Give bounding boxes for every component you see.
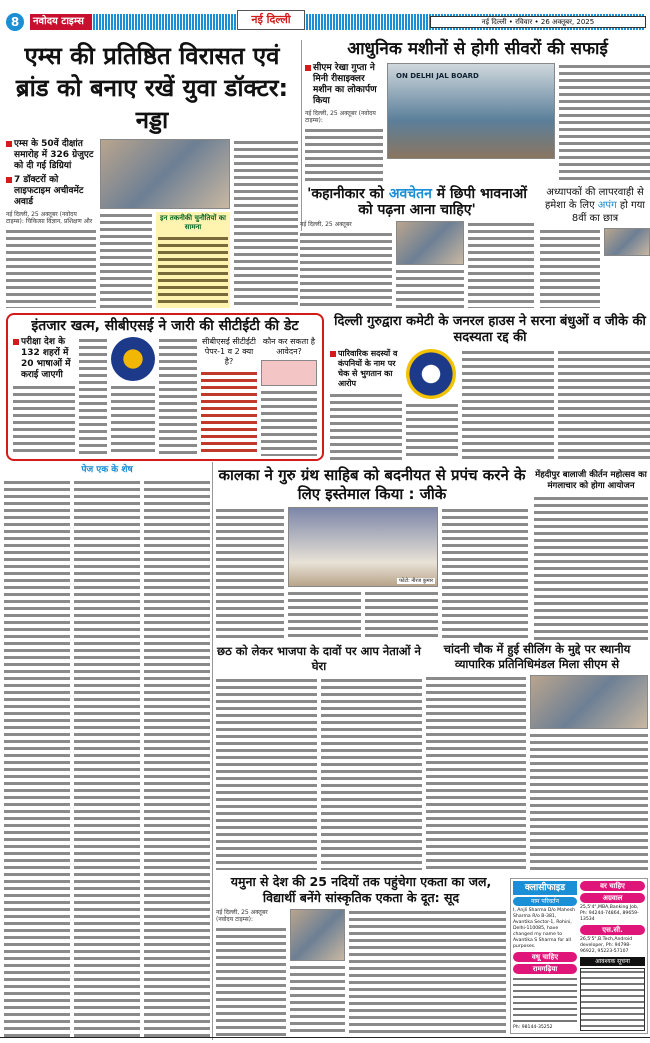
writer-text <box>468 221 534 308</box>
headline-accent: अवचेतन <box>388 186 432 202</box>
kalka-story <box>216 466 528 640</box>
gurudwara-story <box>330 314 650 460</box>
continued-text <box>144 479 210 1038</box>
ramgarhia-ad <box>513 976 577 1023</box>
bullet-text: एम्स के 50वें दीक्षांत समारोह में 326 ग्रेजुएट को दी गई डिग्रियां <box>14 139 94 171</box>
ad-text: Ph: 98144-35252 <box>513 1025 553 1030</box>
photo-credit: फोटो: नीरज कुमार <box>399 578 433 584</box>
aiims-photo <box>100 139 230 209</box>
sewer-story <box>305 40 650 184</box>
dateline: नई दिल्ली • रविवार • 26 अक्तूबर, 2025 <box>430 16 646 28</box>
notice-label: आवश्यक सूचना <box>580 957 645 966</box>
cbse-headline: इंतजार खत्म, सीबीएसई ने जारी की सीटीईटी की डेट <box>31 318 299 334</box>
cbse-logo <box>111 337 155 381</box>
cbse-text <box>261 389 317 456</box>
ramgarhia-label: रामगढ़िया <box>513 964 577 974</box>
cbse-text <box>79 337 107 456</box>
headline-part: 'कहानीकार को <box>307 186 389 202</box>
writer-text <box>396 268 464 308</box>
page-header <box>0 8 650 36</box>
page-number: 8 <box>6 13 24 31</box>
gurudwara-text <box>330 392 402 460</box>
chandni-text <box>530 732 648 870</box>
aiims-text <box>100 212 152 308</box>
kalka-text <box>288 590 361 640</box>
infobox-text <box>158 235 228 306</box>
sewer-truck-photo <box>387 63 555 159</box>
cbse-graphic <box>261 360 317 386</box>
bullet-text: पारिवारिक सदस्यों व कंपनियों के नाम पर चेक से भुगतान का आरोप <box>338 349 398 388</box>
aiims-story <box>6 40 298 308</box>
aiims-infobox <box>156 212 230 308</box>
bride-wanted-label: वर चाहिए <box>580 881 645 891</box>
classified-box <box>510 878 648 1034</box>
kalka-press-photo <box>288 507 438 587</box>
cbse-text <box>111 384 155 456</box>
yamuna-text <box>290 964 345 1036</box>
groom-wanted-label: वधू चाहिए <box>513 952 577 962</box>
chandni-story <box>426 642 648 870</box>
bullet-text: परीक्षा देश के 132 शहरों में 20 भाषाओं में कराई जाएगी <box>21 337 71 381</box>
sc-label: एस.सी. <box>580 925 645 935</box>
notice-text <box>580 968 645 1031</box>
continued-text <box>4 479 70 1038</box>
chhath-story <box>216 644 422 870</box>
teacher-photo <box>604 228 650 256</box>
name-change-ad: I, Anjli Sharma D/o Mahesh Sharma R/o B-381, Avantika Sector-1, Rohini, Delhi-110085, have changed my name to Avantika S Sharma for all purposes. <box>513 908 575 949</box>
masthead-logo: नवोदय टाइम्स <box>30 14 92 30</box>
lead-text: नई दिल्ली, 25 अक्तूबर (नवोदय टाइम्स): <box>216 909 268 923</box>
yamuna-photo <box>290 909 345 961</box>
headline-part: अध्यापकों की लापरवाही से हमेशा के लिए <box>544 187 644 211</box>
sc-ad: 26,5'5",B.Tech,Android developer, Ph: 94798-96922, 95223-57107 <box>580 937 633 954</box>
gurudwara-text <box>462 349 554 460</box>
agarwal-label: अग्रवाल <box>580 893 645 903</box>
aiims-headline: एम्स की प्रतिष्ठित विरासत एवं ब्रांड को बनाए रखें युवा डॉक्टर: नड्डा <box>15 42 289 134</box>
mehandipur-text <box>534 495 648 640</box>
lead-text: नई दिल्ली, 25 अक्तूबर (नवोदय टाइम्स): चिकित्सा विज्ञान, प्रशिक्षण और <box>6 211 93 225</box>
chandni-text <box>426 675 526 870</box>
mehandipur-headline: मेंहदीपुर बालाजी कीर्तन महोत्सव का मंगलाचार को होगा आयोजन <box>535 470 647 491</box>
bullet-text: 7 डॉक्टरों को लाइफटाइम अचीवमेंट अवार्ड <box>14 175 84 207</box>
section-label: नई दिल्ली <box>237 10 305 30</box>
continued-section <box>4 464 210 1038</box>
yamuna-text <box>216 926 286 1036</box>
gurudwara-text <box>406 402 458 460</box>
cbse-text <box>159 337 197 456</box>
lead-text: नई दिल्ली, 25 अक्तूबर <box>300 221 352 229</box>
cbse-text <box>201 370 257 456</box>
cbse-q2: कौन कर सकता है आवेदन? <box>262 337 316 357</box>
writer-headline <box>300 186 534 218</box>
gurudwara-text <box>558 349 650 460</box>
teacher-story <box>540 186 650 308</box>
aiims-text <box>234 139 298 308</box>
kalka-headline: कालका ने गुरु ग्रंथ साहिब को बदनीयत से प्रपंच करने के लिए इस्तेमाल किया : जीके <box>218 466 526 503</box>
headline-part: में छिपी भावनाओं को पढ़ना आना चाहिए' <box>358 186 527 219</box>
chhath-headline: छठ को लेकर भाजपा के दावों पर आप नेताओं ने घेरा <box>217 644 421 673</box>
bullet-text: सीएम रेखा गुप्ता ने मिनी रीसाइक्लर मशीन का लोकार्पण किया <box>313 62 377 106</box>
cbse-box <box>6 313 324 461</box>
continued-text <box>74 479 140 1038</box>
teacher-headline <box>540 186 650 225</box>
headline-accent: अपंग <box>597 200 617 211</box>
classified-title: क्लासीफाइड <box>513 881 577 895</box>
yamuna-story <box>216 874 506 1036</box>
name-change-label: नाम परिवर्तन <box>513 897 577 906</box>
sewer-headline: आधुनिक मशीनों से होगी सीवरों की सफाई <box>347 39 608 59</box>
chandni-photo <box>530 675 648 729</box>
kalka-text <box>216 507 284 640</box>
bullet <box>6 139 96 172</box>
agarwal-ad: 25,5'4",MBA,Banking Job, Ph: 94244-74864, 89659-13534 <box>580 905 639 922</box>
gurudwara-headline: दिल्ली गुरुद्वारा कमेटी के जनरल हाउस ने सरना बंधुओं व जीके की सदस्यता रद्द की <box>334 314 646 345</box>
dsgmc-logo <box>406 349 456 399</box>
chhath-text <box>216 677 317 870</box>
lead-text: नई दिल्ली, 25 अक्तूबर (नवोदय टाइम्स): <box>305 109 376 124</box>
sewer-text <box>559 63 650 184</box>
continued-label: पेज एक के शेष <box>81 465 133 475</box>
writer-photo <box>396 221 464 265</box>
bullet <box>6 175 96 208</box>
yamuna-text <box>349 909 506 1036</box>
aiims-text <box>6 228 96 308</box>
infobox-title: इन तकनीकी चुनौतियों का सामना <box>160 214 226 231</box>
sewer-text <box>305 127 383 184</box>
writer-text <box>300 231 392 308</box>
writer-story <box>300 186 534 308</box>
truck-text: ON DELHI JAL BOARD <box>396 71 479 80</box>
mehandipur-story <box>534 470 648 640</box>
teacher-text <box>540 228 600 308</box>
yamuna-headline: यमुना से देश की 25 नदियों तक पहुंचेगा एकता का जल, विद्यार्थी बनेंगे सांस्कृतिक एकता के दूत: सूद <box>230 874 492 905</box>
cbse-q1: सीबीएसई सीटीईटी पेपर-1 व 2 क्या है? <box>201 337 257 367</box>
chandni-headline: चांदनी चौक में हुई सीलिंग के मुद्दे पर स्थानीय व्यापारिक प्रतिनिधिमंडल मिला सीएम से <box>443 642 631 671</box>
headline-part: हो गया 8वीं का छात्र <box>571 200 646 224</box>
cbse-text <box>13 384 75 456</box>
chhath-text <box>321 677 422 870</box>
kalka-text <box>365 590 438 640</box>
kalka-text <box>442 507 528 640</box>
